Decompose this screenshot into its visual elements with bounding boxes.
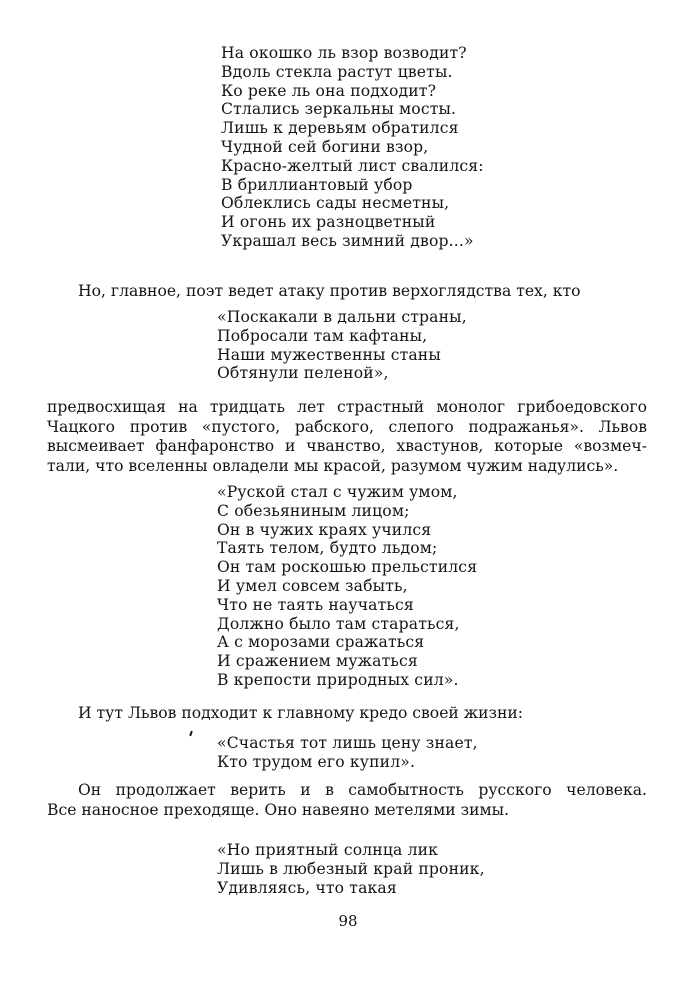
verse-line: Он там роскошью прельстился (217, 558, 478, 577)
verse-line: Обтянули пеленой», (217, 364, 389, 383)
verse-line: Побросали там кафтаны, (217, 326, 428, 345)
verse-stanza-3 (217, 483, 477, 690)
verse-line: Вдоль стекла растут цветы. (221, 62, 453, 81)
paragraph-4 (47, 781, 647, 820)
paragraph-line: высмеивает фанфаронство и чванство, хвастунов, которые «возмеч- (47, 437, 647, 455)
paragraph-line: Все наносное преходяще. Оно навеяно метелями зимы. (47, 800, 510, 819)
verse-line: В бриллиантовый убор (221, 175, 413, 194)
verse-line: Кто трудом его купил». (217, 752, 416, 771)
paragraph-3 (78, 704, 638, 724)
verse-line: «Руской стал с чужим умом, (217, 483, 458, 501)
verse-line: И огонь их разноцветный (221, 213, 436, 232)
verse-line: В крепости природных сил». (217, 670, 459, 689)
verse-line: Наши мужественны станы (217, 345, 441, 364)
ink-speck (189, 731, 193, 736)
page-number: 98 (338, 912, 358, 930)
verse-line: С обезьяниным лицом; (217, 501, 410, 520)
paragraph-line: И тут Львов подходит к главному кредо своей жизни: (78, 704, 524, 722)
verse-line: И умел совсем забыть, (217, 576, 408, 595)
verse-line: Облеклись сады несметны, (221, 194, 450, 213)
verse-line: Что не таять научаться (217, 595, 414, 614)
verse-line: Чудной сей богини взор, (221, 137, 429, 156)
verse-line: Ко реке ль она подходит? (221, 81, 437, 100)
verse-line: Лишь к деревьям обратился (221, 119, 459, 138)
paragraph-1 (78, 282, 648, 302)
paragraph-line: предвосхищая на тридцать лет страстный монолог грибоедовского (47, 398, 647, 416)
verse-line: Лишь в любезный край проник, (217, 859, 485, 878)
paragraph-line: Чацкого против «пустого, рабского, слепого подражанья». Львов (47, 417, 647, 436)
verse-stanza-1 (221, 44, 484, 251)
paragraph-line: Но, главное, поэт ведет атаку против верхоглядства тех, кто (78, 282, 581, 300)
paragraph-line: Он продолжает верить и в самобытность русского человека. (78, 781, 647, 799)
verse-line: Украшал весь зимний двор...» (221, 231, 474, 250)
paragraph-2 (47, 398, 647, 476)
verse-line: «Но приятный солнца лик (217, 841, 439, 859)
verse-line: Должно было там стараться, (217, 614, 460, 633)
verse-stanza-5 (217, 841, 485, 897)
verse-line: И сражением мужаться (217, 652, 418, 671)
verse-stanza-4 (217, 734, 478, 772)
verse-line: Он в чужих краях учился (217, 520, 432, 539)
verse-stanza-2 (217, 308, 467, 383)
verse-line: Красно-желтый лист свалился: (221, 156, 484, 175)
verse-line: Удивляясь, что такая (217, 878, 397, 897)
paragraph-line: тали, что вселенны овладели мы красой, разумом чужим надулись». (47, 456, 619, 475)
verse-line: А с морозами сражаться (217, 633, 425, 652)
verse-line: На окошко ль взор возводит? (221, 44, 467, 62)
verse-line: «Счастья тот лишь цену знает, (217, 734, 478, 752)
verse-line: «Поскакали в дальни страны, (217, 308, 467, 326)
verse-line: Стлались зеркальны мосты. (221, 100, 457, 119)
verse-line: Таять телом, будто льдом; (217, 539, 438, 558)
